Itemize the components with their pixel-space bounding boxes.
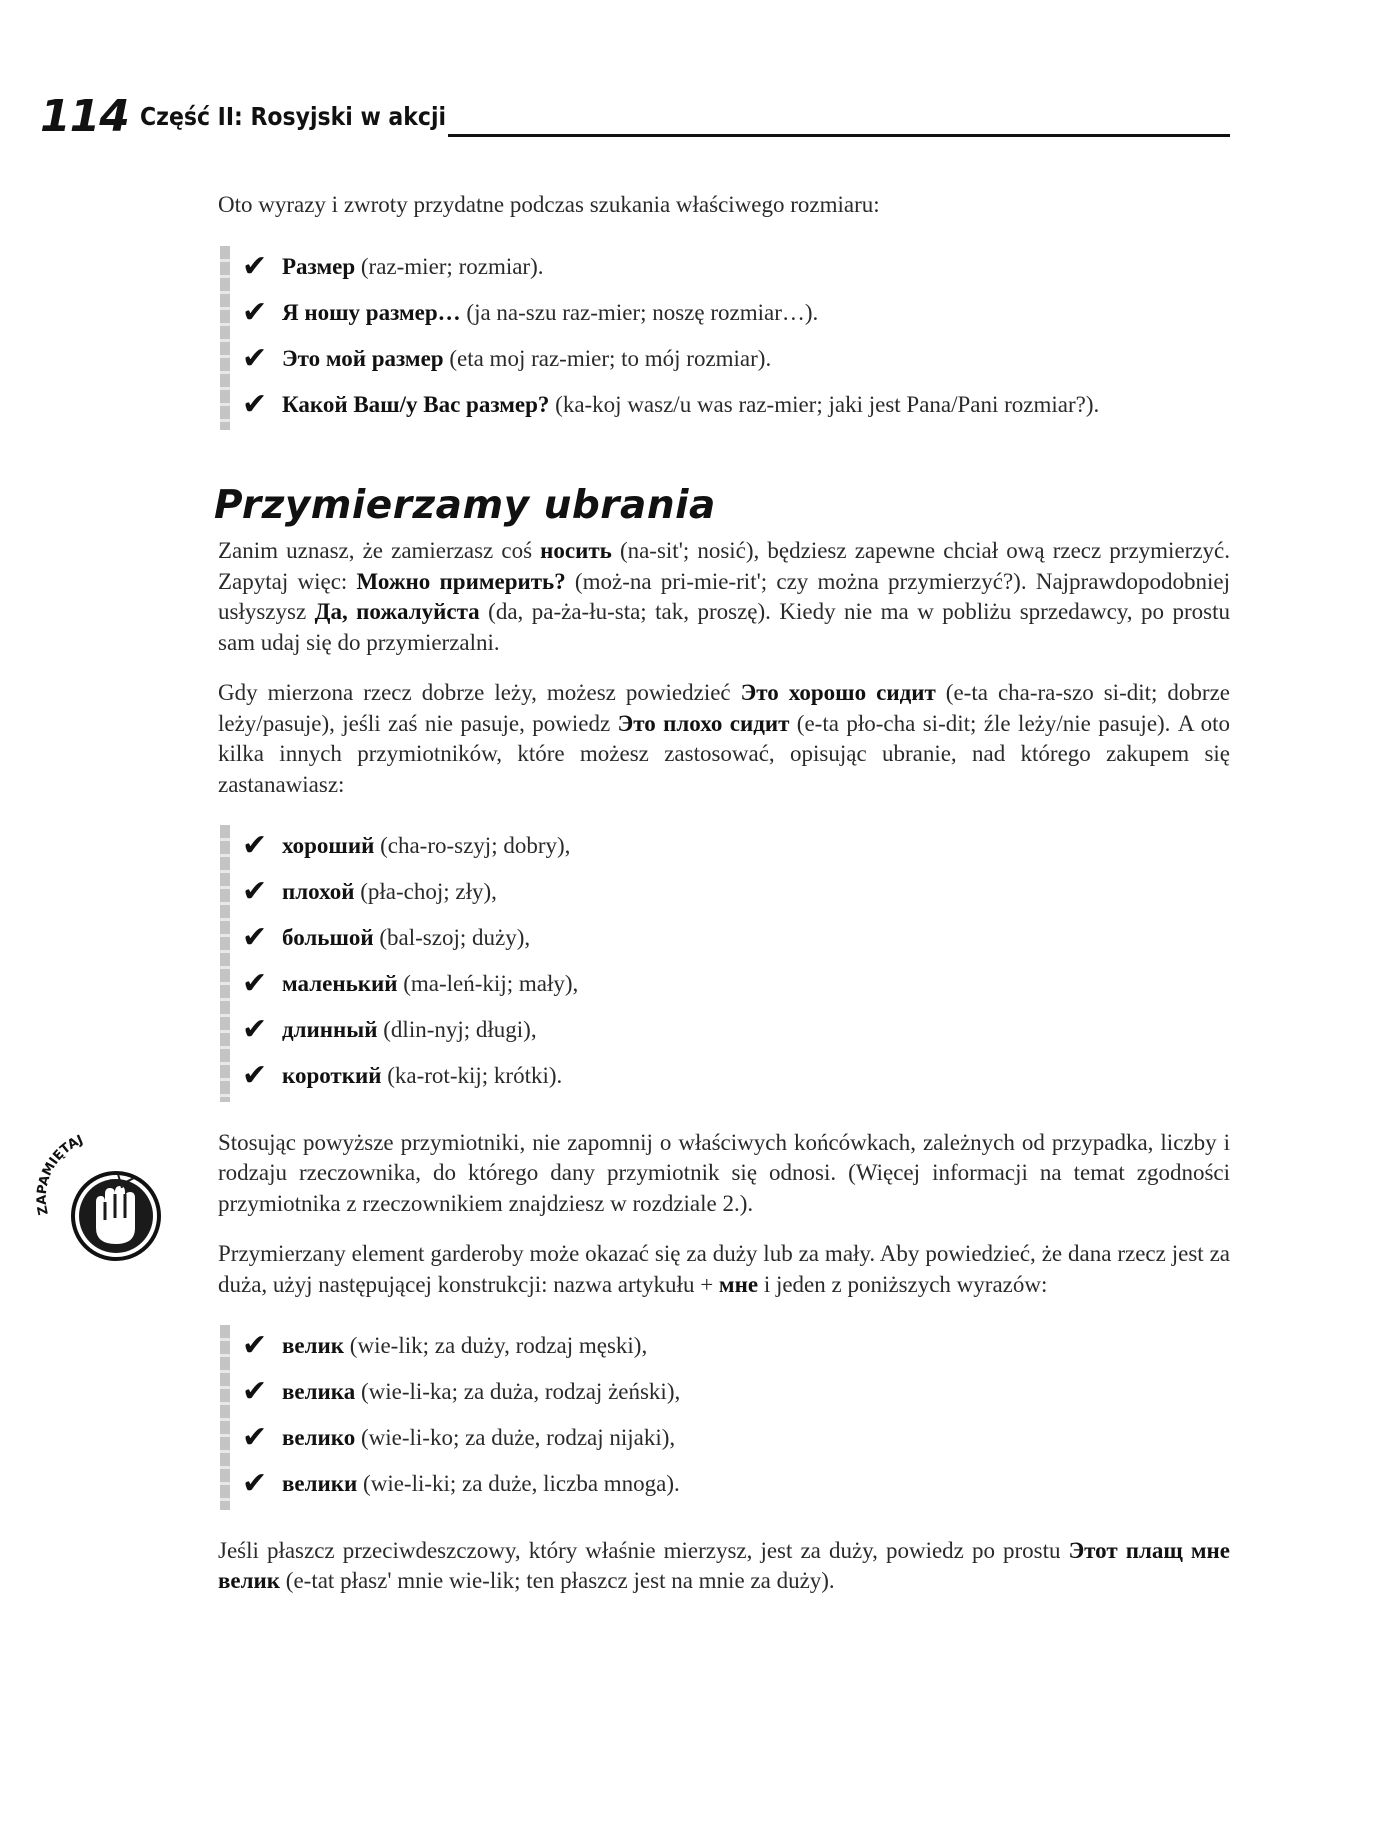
list-desc: (wie-li-ka; za duża, rodzaj żeński), xyxy=(355,1379,681,1404)
list-desc: (eta moj raz-mier; to mój rozmiar). xyxy=(443,345,772,371)
size-phrases-list xyxy=(220,246,1230,431)
check-icon: ✔ xyxy=(242,386,268,422)
list-desc: (wie-li-ki; za duże, liczba mnoga). xyxy=(357,1471,680,1496)
list-term: велика xyxy=(282,1379,356,1404)
list-item xyxy=(220,828,1230,863)
paragraph-too-big: Przymierzany element garderoby może okazać się za duży lub za mały. Aby powiedzieć, że dana rzecz jest za duża, użyj następującej konstrukcji: nazwa artykułu + мне i jeden z poniższych wyrazów: xyxy=(218,1241,1230,1297)
list-term: Я ношу размер… xyxy=(282,299,461,325)
page-number: 114 xyxy=(40,91,129,142)
section-heading: Przymierzamy ubrania xyxy=(214,483,716,528)
check-icon: ✔ xyxy=(242,920,268,955)
list-desc: (ja na-szu raz-mier; noszę rozmiar…). xyxy=(460,299,819,325)
list-desc: (cha-ro-szyj; dobry), xyxy=(374,833,571,858)
remember-icon xyxy=(30,1128,170,1262)
list-term: велики xyxy=(282,1471,358,1496)
list-item xyxy=(220,1058,1230,1093)
check-icon: ✔ xyxy=(242,874,268,909)
list-item xyxy=(220,1420,1230,1455)
list-item xyxy=(220,340,1230,376)
list-item xyxy=(220,386,1230,422)
check-icon: ✔ xyxy=(242,1012,268,1047)
list-term: Какой Ваш/у Вас размер? xyxy=(282,391,550,417)
check-icon: ✔ xyxy=(242,1328,268,1363)
list-term: плохой xyxy=(282,879,355,904)
list-term: короткий xyxy=(282,1063,382,1088)
list-term: Это мой размер xyxy=(282,345,444,371)
list-term: велик xyxy=(282,1333,345,1358)
list-item xyxy=(220,1374,1230,1409)
remember-icon-label: ZAPAMIĘTAJ xyxy=(34,1132,86,1217)
check-icon: ✔ xyxy=(242,1058,268,1093)
header-rule xyxy=(448,134,1230,137)
list-desc: (ka-koj wasz/u was raz-mier; jaki jest Pana/Pani rozmiar?). xyxy=(549,391,1100,417)
list-desc: (ka-rot-kij; krótki). xyxy=(381,1063,563,1088)
chapter-title: Część II: Rosyjski w akcji xyxy=(140,102,447,131)
paragraph-fit: Gdy mierzona rzecz dobrze leży, możesz powiedzieć Это хорошо сидит (e-ta cha-ra-szo si-dit; dobrze leży/pasuje), jeśli zaś nie pasuje, powiedz Это плохо сидит (e-ta pło-cha si-dit; źle leży/nie pasuje). A oto kilka innych przymiotników, które możesz zastosować, opisując ubranie, nad którego zakupem się zastanawiasz: xyxy=(218,680,1231,797)
check-icon: ✔ xyxy=(242,966,268,1001)
check-icon: ✔ xyxy=(242,828,268,863)
list-item xyxy=(220,294,1230,330)
check-icon: ✔ xyxy=(242,1420,268,1455)
list-term: Размер xyxy=(282,253,356,279)
list-desc: (raz-mier; rozmiar). xyxy=(355,253,544,279)
list-term: велико xyxy=(282,1425,356,1450)
list-term: большой xyxy=(282,925,374,950)
paragraph-raincoat-example: Jeśli płaszcz przeciwdeszczowy, który właśnie mierzysz, jest za duży, powiedz po prostu Этот плащ мне велик (e-tat płasz' mnie wie-lik; ten płaszcz jest na mnie za duży). xyxy=(218,1537,1230,1593)
intro-text: Oto wyrazy i zwroty przydatne podczas szukania właściwego rozmiaru: xyxy=(218,192,880,217)
list-item xyxy=(220,920,1230,955)
list-desc: (ma-leń-kij; mały), xyxy=(397,971,579,996)
list-desc: (dlin-nyj; długi), xyxy=(377,1017,537,1042)
list-term: маленький xyxy=(282,971,398,996)
main-content xyxy=(214,190,1231,1597)
list-item xyxy=(220,248,1230,284)
list-item xyxy=(220,1012,1230,1047)
check-icon: ✔ xyxy=(242,294,268,330)
list-desc: (bal-szoj; duży), xyxy=(373,925,531,950)
adjectives-list xyxy=(220,825,1230,1102)
paragraph-endings-note: Stosując powyższe przymiotniki, nie zapomnij o właściwych końcówkach, zależnych od przypadka, liczby i rodzaju rzeczownika, do którego dany przymiotnik się odnosi. (Więcej informacji na temat zgodności przymiotnika z rzeczownikiem znajdziesz w rozdziale 2.). xyxy=(218,1129,1230,1216)
list-item xyxy=(220,1466,1230,1501)
list-desc: (wie-lik; za duży, rodzaj męski), xyxy=(344,1333,648,1358)
list-item xyxy=(220,1328,1230,1363)
page-header xyxy=(40,92,1230,142)
list-item xyxy=(220,874,1230,909)
paragraph-trying-on: Zanim uznasz, że zamierzasz coś носить (na-sit'; nosić), będziesz zapewne chciał ową rzecz przymierzyć. Zapytaj więc: Можно примерить? (moż-na pri-mie-rit'; czy można przymierzyć?). Najprawdopodobniej usłyszysz Да, пожалуйста (da, pa-ża-łu-sta; tak, proszę). Kiedy nie ma w pobliżu sprzedawcy, po prostu sam udaj się do przymierzalni. xyxy=(218,538,1231,655)
check-icon: ✔ xyxy=(242,1374,268,1409)
check-icon: ✔ xyxy=(242,340,268,376)
list-desc: (pła-choj; zły), xyxy=(354,879,497,904)
check-icon: ✔ xyxy=(242,248,268,284)
too-big-forms-list xyxy=(220,1325,1230,1510)
list-term: длинный xyxy=(282,1017,378,1042)
list-item xyxy=(220,966,1230,1001)
list-desc: (wie-li-ko; za duże, rodzaj nijaki), xyxy=(355,1425,676,1450)
list-term: хороший xyxy=(282,833,375,858)
check-icon: ✔ xyxy=(242,1466,268,1501)
